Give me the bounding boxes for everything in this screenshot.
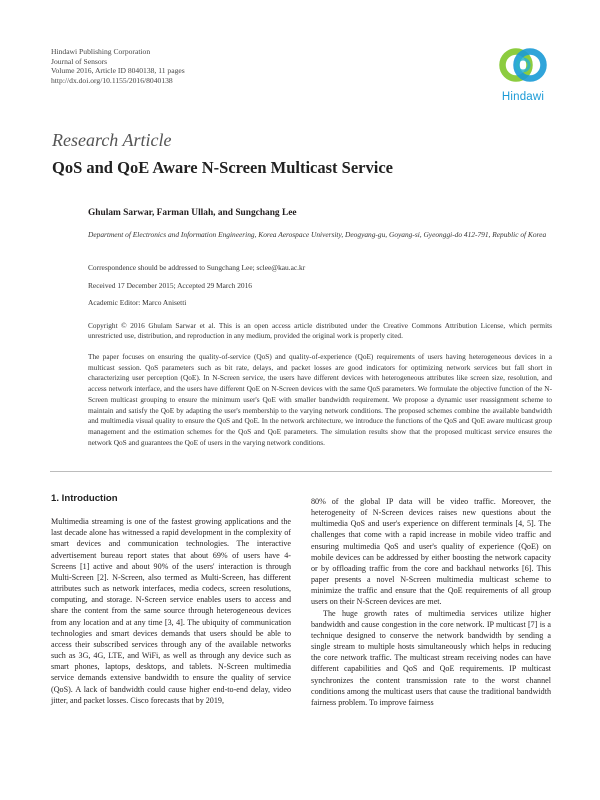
publisher-name: Hindawi Publishing Corporation xyxy=(51,47,151,56)
author-list: Ghulam Sarwar, Farman Ullah, and Sungchang Lee xyxy=(88,208,297,218)
academic-editor: Academic Editor: Marco Anisetti xyxy=(88,298,187,307)
paper-title: QoS and QoE Aware N-Screen Multicast Service xyxy=(52,158,393,177)
abstract-text: The paper focuses on ensuring the quality-of-service (QoS) and quality-of-experience (QoE) requirements of users having heterogeneous devices in a multicast session. QoS parameters such as bit rate, delays, and packet losses are good indicators for optimizing network services but fall short in characterizing user perception (QoE). In N-Screen service, the users have different devices with heterogeneous attributes like screen size, resolution, and access network interface, and the users have different QoE on N-Screen devices with the same QoS parameters. We formulate the objective function of the N-Screen multicast grouping to ensure the minimum user's QoE with smaller bandwidth requirement. We propose a dynamic user reassignment scheme to maintain and satisfy the QoE by adapting the user's membership to the varying network conditions. The proposed schemes combine the available bandwidth and multimedia visual quality to ensure the QoS and QoE. In the network architecture, we introduce the functions of the QoS and QoE aware multicast group management and the estimation schemes for the QoS and QoE parameters. The simulation results show that the proposed multicast service ensures the network QoS and guarantees the QoE of users in the varying network conditions. xyxy=(88,352,552,447)
left-column xyxy=(51,493,291,706)
intro-paragraph-2: 80% of the global IP data will be video traffic. Moreover, the heterogeneity of N-Screen devices raises new questions about the multimedia QoS and user's experience on different terminals [4, 5]. The challenges that come with a rapid increase in mobile video traffic and ensuring multimedia QoS and user's quality of experience (QoE) on mobile devices can be addressed by either boosting the network capacity or by offloading traffic from the core and backhaul networks [6]. This paper presents a novel N-Screen multimedia multicast scheme to minimize the traffic and ensure that the QoE requirements of all group users on their N-Screen devices are met. xyxy=(311,497,551,607)
section-heading: 1. Introduction xyxy=(51,493,118,504)
journal-name: Journal of Sensors xyxy=(51,56,108,66)
intro-paragraph-3: The huge growth rates of multimedia services utilize higher bandwidth and cause congestion in the core network. IP multicast [7] is a technique designed to conserve the network bandwidth by sending a single stream to multiple hosts simultaneously which helps in reducing the core network traffic. The multicast stream receiving nodes can have different capabilities and QoS and QoE requirements. IP multicast synchronizes the content transmission rate to the worst channel conditions among the multicast users that cause the traditional bandwidth fairness problem. To improve fairness xyxy=(311,608,551,707)
correspondence: Correspondence should be addressed to Sungchang Lee; sclee@kau.ac.kr xyxy=(88,263,306,272)
section-divider xyxy=(50,471,552,472)
license-statement: Copyright © 2016 Ghulam Sarwar et al. This is an open access article distributed under the Creative Commons Attribution License, which permits unrestricted use, distribution, and reproduction in any medium, provided the original work is properly cited. xyxy=(88,321,552,341)
article-type: Research Article xyxy=(52,130,172,150)
intro-paragraph-1: Multimedia streaming is one of the fastest growing applications and the last decade alone has witnessed a rapid development in the complexity of smart devices and communication technologies. The interactive advertisement bureau report states that about 69% of users have 4-Screens [1] active and about 90% of the users' interaction is through Multi-Screen [2]. N-Screen, also termed as Multi-Screen, has different attributes such as network interfaces, media codecs, screen resolutions, computing, and storage. N-Screen service enables users to access and share the content from the same source through heterogeneous devices from any location and at any time [3, 4]. The ubiquity of communication technologies and smart devices demands that users should be able to access their subscribed services through any of the available networks such as 3G, 4G, LTE, and WiFi, as well as through any device such as smart phones, laptops, desktops, and tablets. N-Screen multimedia service demands extensive bandwidth to ensure the quality of service (QoS). A lack of bandwidth could cause higher end-to-end delay, video jitter, and packet losses. Cisco forecasts that by 2019, xyxy=(51,517,291,705)
doi-link[interactable]: http://dx.doi.org/10.1155/2016/8040138 xyxy=(51,75,173,85)
volume-info: Volume 2016, Article ID 8040138, 11 pages xyxy=(51,66,185,76)
journal-info xyxy=(51,47,185,85)
hindawi-logo-icon xyxy=(494,40,552,90)
hindawi-logo xyxy=(494,40,552,106)
affiliation: Department of Electronics and Information Engineering, Korea Aerospace University, Deogyang-gu, Goyang-si, Gyeonggi-do 412-791, Republic of Korea xyxy=(88,230,547,239)
right-column xyxy=(311,496,551,708)
received-dates: Received 17 December 2015; Accepted 29 March 2016 xyxy=(88,281,252,290)
logo-text: Hindawi xyxy=(501,91,545,103)
